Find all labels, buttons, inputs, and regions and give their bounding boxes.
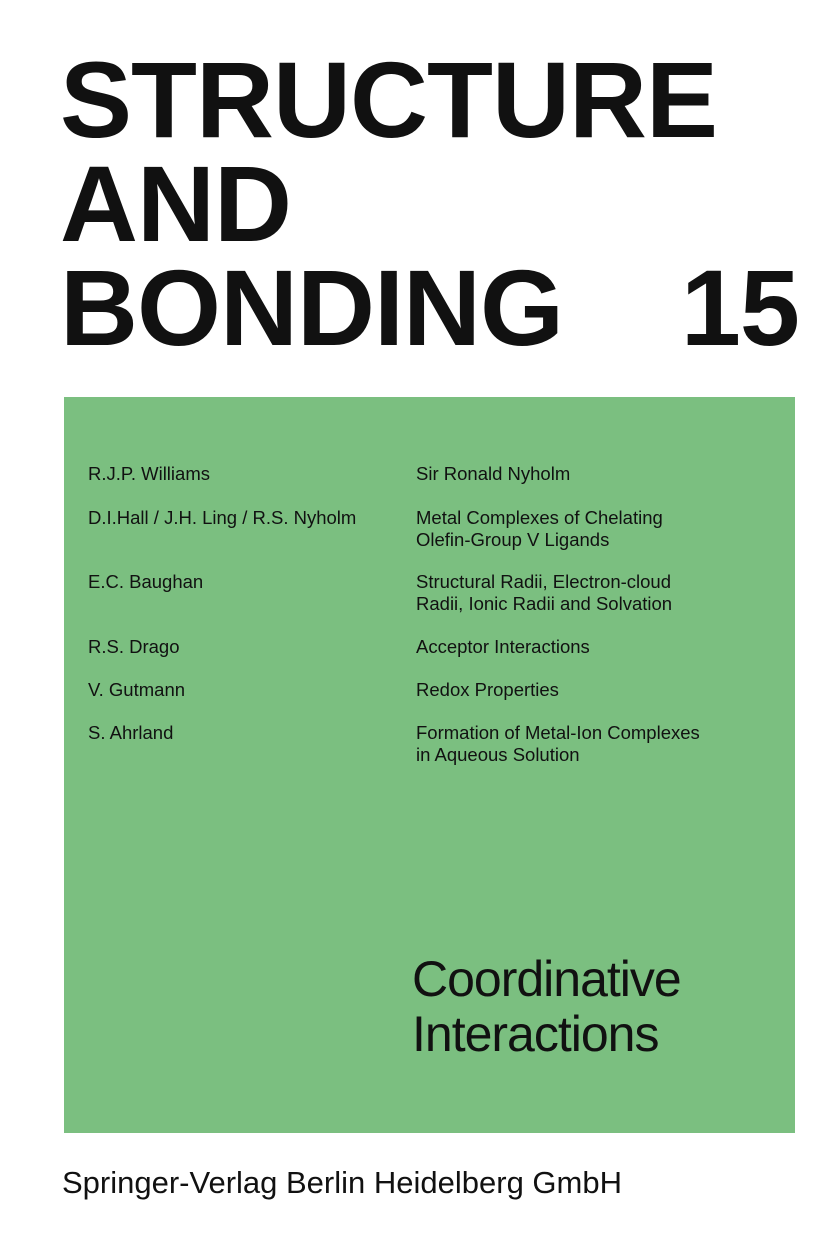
series-title-line-1: STRUCTURE xyxy=(60,39,717,160)
series-title-line-2: AND xyxy=(60,143,291,264)
contents-entry xyxy=(88,722,778,766)
entry-title: Redox Properties xyxy=(416,679,559,700)
entry-author: R.J.P. Williams xyxy=(88,463,210,484)
entry-title: Structural Radii, Electron-cloud Radii, Ionic Radii and Solvation xyxy=(416,571,673,614)
entry-title: Metal Complexes of Chelating Olefin-Group V Ligands xyxy=(416,507,663,550)
contents-panel xyxy=(64,397,795,1133)
publisher-imprint: Springer-Verlag Berlin Heidelberg GmbH xyxy=(62,1165,622,1200)
contents-entry xyxy=(88,571,778,615)
volume-number: 15 xyxy=(680,247,799,368)
series-title-line-3: BONDING xyxy=(60,247,563,368)
contents-entry xyxy=(88,463,778,485)
entry-author: V. Gutmann xyxy=(88,679,186,700)
entry-title: Acceptor Interactions xyxy=(416,636,590,657)
contents-entry xyxy=(88,507,778,551)
contents-entry xyxy=(88,679,778,701)
contents-list xyxy=(88,463,778,766)
contents-entry xyxy=(88,636,778,658)
entry-title: Sir Ronald Nyholm xyxy=(416,463,571,484)
entry-author: E.C. Baughan xyxy=(88,571,204,592)
entry-author: R.S. Drago xyxy=(88,636,180,657)
entry-author: D.I.Hall / J.H. Ling / R.S. Nyholm xyxy=(88,507,357,528)
volume-subject-title: Coordinative Interactions xyxy=(412,951,681,1062)
entry-author: S. Ahrland xyxy=(88,722,174,743)
entry-title: Formation of Metal-Ion Complexes in Aqueous Solution xyxy=(416,722,700,765)
